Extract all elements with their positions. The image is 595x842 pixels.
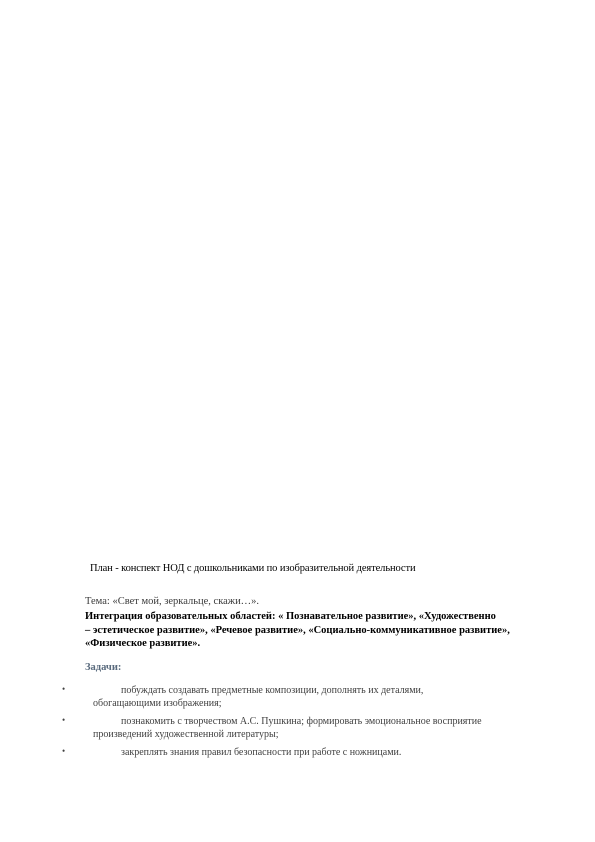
integration-line: «Физическое развитие».	[85, 638, 201, 649]
task-text	[0, 715, 595, 741]
bullet-icon: •	[62, 746, 66, 756]
integration-line: Интеграция образовательных областей: « Познавательное развитие», «Художественно	[85, 611, 496, 622]
bullet-icon: •	[62, 684, 66, 694]
task-line: познакомить с творчеством А.С. Пушкина; формировать эмоциональное восприятие	[121, 716, 482, 727]
integration-line: – эстетическое развитие», «Речевое развитие», «Социально-коммуникативное развитие»,	[85, 624, 510, 636]
task-text	[0, 684, 595, 710]
task-text	[0, 746, 595, 759]
bullet-icon: •	[62, 715, 66, 725]
task-item	[0, 715, 595, 741]
task-line: закреплять знания правил безопасности при работе с ножницами.	[121, 747, 402, 758]
task-item	[0, 746, 595, 759]
tasks-list	[0, 684, 595, 764]
task-item	[0, 684, 595, 710]
task-line-continued: обогащающими изображения;	[93, 698, 222, 709]
lesson-topic: Тема: «Свет мой, зеркальце, скажи…».	[85, 596, 260, 607]
tasks-heading: Задачи:	[85, 662, 122, 673]
task-line: побуждать создавать предметные композиции, дополнять их деталями,	[121, 685, 424, 696]
document-title: План - конспект НОД с дошкольниками по изобразительной деятельности	[90, 563, 416, 574]
task-line-continued: произведений художественной литературы;	[93, 729, 279, 740]
integration-areas	[85, 610, 555, 651]
